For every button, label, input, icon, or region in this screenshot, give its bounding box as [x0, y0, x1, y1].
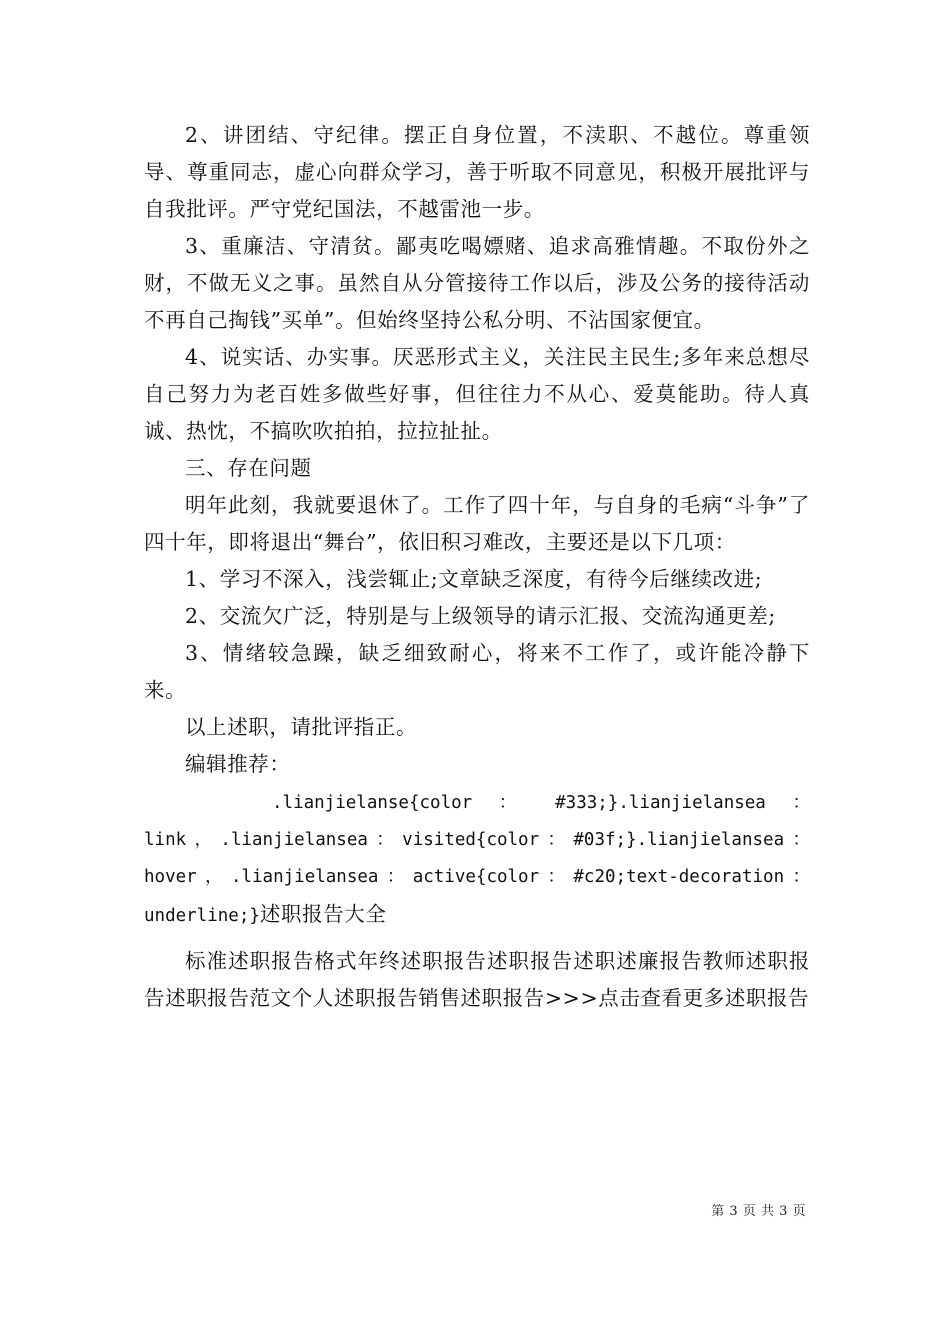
document-body — [144, 117, 810, 1017]
report-collection-link[interactable]: 述职报告大全 — [259, 902, 387, 926]
section-heading-problems: 三、存在问题 — [185, 456, 312, 480]
paragraph-closing: 以上述职，请批评指正。 — [185, 715, 418, 739]
paragraph-unity-discipline: 2、讲团结、守纪律。摆正自身位置，不渎职、不越位。尊重领导、尊重同志，虚心向群众学习，善于听取不同意见，积极开展批评与自我批评。严守党纪国法，不越雷池一步。 — [144, 123, 810, 221]
css-code-snippet — [144, 785, 810, 935]
paragraph-problem-3: 3、情绪较急躁，缺乏细致耐心，将来不工作了，或许能冷静下来。 — [144, 641, 810, 702]
paragraph-editor-recommend: 编辑推荐： — [185, 752, 291, 776]
paragraph-problem-1: 1、学习不深入，浅尝辄止;文章缺乏深度，有待今后继续改进; — [185, 567, 763, 591]
paragraph-practical-work: 4、说实话、办实事。厌恶形式主义，关注民主民生;多年来总想尽自己努力为老百姓多做些好事，但往往力不从心、爱莫能助。待人真诚、热忱，不搞吹吹拍拍，拉拉扯扯。 — [144, 345, 810, 443]
page-number-footer: 第 3 页 共 3 页 — [711, 1204, 806, 1219]
related-reports-links[interactable]: 标准述职报告格式年终述职报告述职报告述职述廉报告教师述职报告述职报告范文个人述职报告销售述职报告>>>点击查看更多述职报告 — [144, 949, 810, 1010]
paragraph-problem-2: 2、交流欠广泛，特别是与上级领导的请示汇报、交流沟通更差; — [185, 604, 776, 628]
css-code-text: .lianjielanse{color ： #333;}.lianjielansea ：link，.lianjielansea：visited{color：#03f;}.lianjielansea：hover，.lianjielansea：active{color：#c20;text-decoration：underline;} — [144, 793, 810, 926]
paragraph-retirement: 明年此刻，我就要退休了。工作了四十年，与自身的毛病“斗争”了四十年，即将退出“舞台”，依旧积习难改，主要还是以下几项： — [144, 493, 810, 554]
paragraph-integrity: 3、重廉洁、守清贫。鄙夷吃喝嫖赌、追求高雅情趣。不取份外之财，不做无义之事。虽然自从分管接待工作以后，涉及公务的接待活动不再自己掏钱”买单”。但始终坚持公私分明、不沾国家便宜。 — [144, 234, 810, 332]
